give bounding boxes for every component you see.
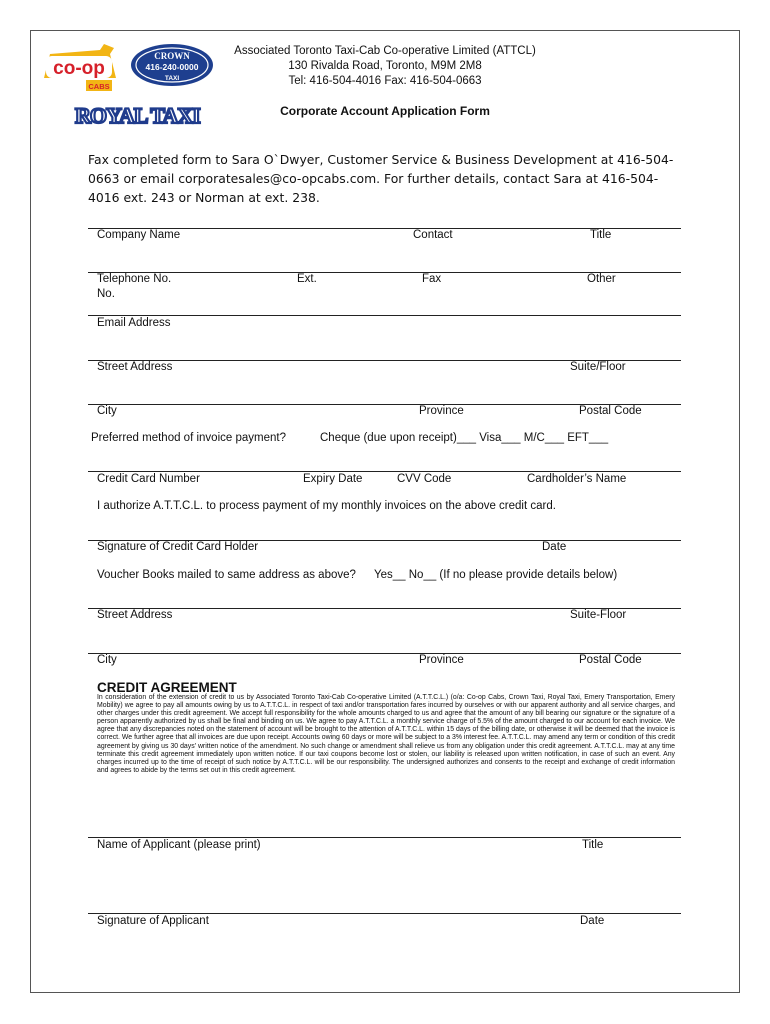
signature-cc-holder-label: Signature of Credit Card Holder (97, 541, 259, 553)
rule-6 (88, 471, 681, 472)
title-label: Title (590, 229, 612, 241)
cardholder-name-label: Cardholder’s Name (527, 473, 627, 485)
company-row-input[interactable] (88, 246, 681, 268)
voucher-question: Voucher Books mailed to same address as above? (97, 569, 356, 581)
rule-10 (88, 837, 681, 838)
company-contact: Tel: 416-504-4016 Fax: 416-504-0663 (288, 75, 482, 87)
credit-agreement-title: CREDIT AGREEMENT (97, 680, 237, 695)
invoice-method-options[interactable]: Cheque (due upon receipt)___ Visa___ M/C___ EFT___ (320, 432, 609, 444)
telephone-no-label: No. (97, 288, 115, 300)
city-label-2: City (97, 654, 117, 666)
telephone-label: Telephone No. (97, 273, 172, 285)
contact-label: Contact (413, 229, 453, 241)
applicant-signature-label: Signature of Applicant (97, 915, 209, 927)
postal-code-label: Postal Code (579, 405, 642, 417)
rule-3 (88, 315, 681, 316)
credit-agreement-text: In consideration of the extension of credit to us by Associated Toronto Taxi-Cab Co-operative Limited (A.T.T.C.L.) (o/a: Co-op Cabs, Crown Taxi, Royal Taxi, Emery Transportation, Emery Mobility) we agree to pay all amounts owing by us to A.T.T.C.L. in respect of taxi and/or transportation fares incurred by ourselves or with our apparent authority and all service charges, and other charges under this credit agreement. We accept full responsibility for the whole amounts charged to us and agree that the amount of any bill bearing our signature or the signature of a person apparently authorized by us shall be final and binding on us. We agree to pay A.T.T.C.L. a monthly service charge of 5.5% of the amount charged to our account for each invoice. We agree that any discrepancies noted on the statement of account will be brought to the attention of A.T.T.C.L. within 15 days of the billing date, or otherwise it will be deemed that the invoice is correct. We further agree that all invoices are due upon receipt. Accounts owing 60 days or more will be subject to a 3% interest fee. A.T.T.C.L. may amend any term or condition of this credit agreement by giving us 30 days' written notice of the amendment. No such change or amendment shall relieve us from any obligation under this credit agreement. A.T.T.C.L. may at any time terminate this credit agreement immediately upon written notice. If our taxi coupons become lost or stolen, our liability is released upon written notification, in case of such an event. Any charges incurred up to the time of receipt of such notice by A.T.T.C.L. will be our responsibility. The undersigned authorizes and consents to the receipt and exchange of credit information and agrees to abide by the terms set out in this credit agreement. (97, 694, 675, 774)
applicant-date-label: Date (580, 915, 605, 927)
ext-label: Ext. (297, 273, 317, 285)
company-name-label: Company Name (97, 229, 181, 241)
company-address: 130 Rivalda Road, Toronto, M9M 2M8 (288, 60, 482, 72)
street-label-2: Street Address (97, 609, 173, 621)
credit-card-number-label: Credit Card Number (97, 473, 200, 485)
rule-11 (88, 913, 681, 914)
other-label: Other (587, 273, 616, 285)
coop-cabs-text: CABS (88, 82, 110, 91)
coop-text: co-op (53, 58, 105, 79)
signature-date-label: Date (542, 541, 567, 553)
crown-phone: 416-240-0000 (145, 62, 199, 72)
form-title: Corporate Account Application Form (280, 104, 490, 118)
email-label: Email Address (97, 317, 171, 329)
province-label: Province (419, 405, 464, 417)
city-label: City (97, 405, 117, 417)
suite-floor-label-2: Suite-Floor (570, 609, 627, 621)
invoice-method-question: Preferred method of invoice payment? (91, 432, 286, 444)
voucher-options[interactable]: Yes__ No__ (If no please provide details below) (374, 569, 618, 581)
province-label-2: Province (419, 654, 464, 666)
suite-floor-label: Suite/Floor (570, 361, 626, 373)
intro-text: Fax completed form to Sara O`Dwyer, Customer Service & Business Development at 416-504-0663 or email corporatesales@co-opcabs.com. For further details, contact Sara at 416-504-4016 ext. 243 or Norman at ext. 238. (88, 152, 674, 205)
authorize-statement: I authorize A.T.T.C.L. to process payment of my monthly invoices on the above credit card. (97, 500, 556, 512)
expiry-date-label: Expiry Date (303, 473, 363, 485)
postal-code-label-2: Postal Code (579, 654, 642, 666)
crown-sub: TAXI (164, 75, 180, 82)
cvv-code-label: CVV Code (397, 473, 452, 485)
applicant-title-label: Title (582, 839, 604, 851)
street-label: Street Address (97, 361, 173, 373)
company-name: Associated Toronto Taxi-Cab Co-operative Limited (ATTCL) (234, 45, 536, 57)
fax-label: Fax (422, 273, 442, 285)
royal-text: ROYAL TAXI (75, 103, 200, 128)
applicant-name-label: Name of Applicant (please print) (97, 839, 261, 851)
crown-name: CROWN (154, 51, 190, 61)
